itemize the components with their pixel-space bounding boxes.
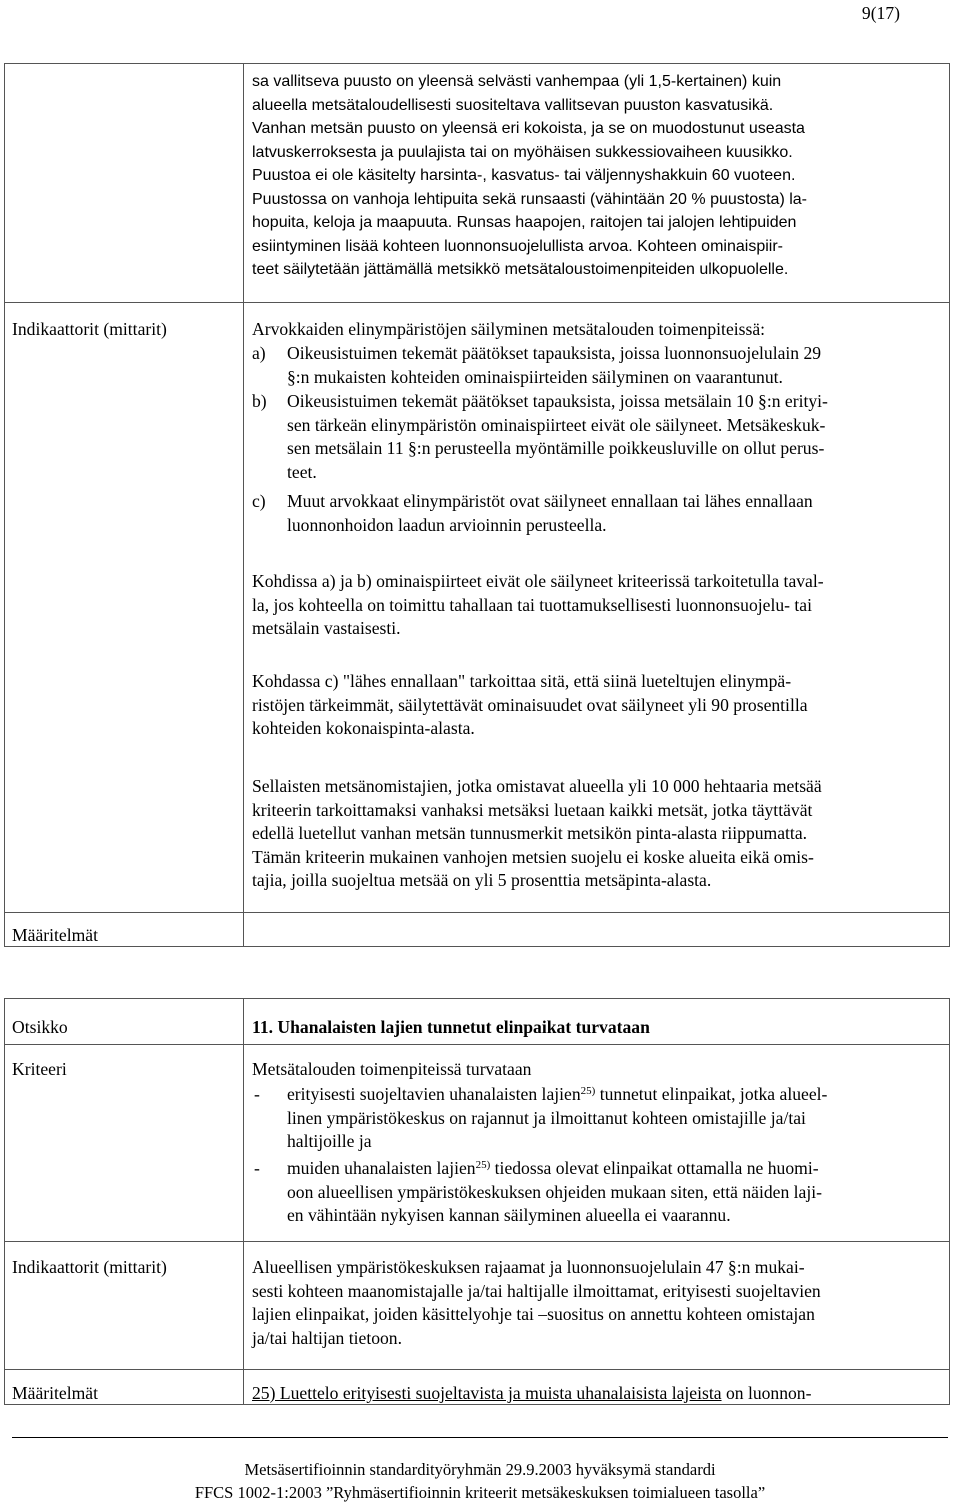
table2-row-divider-2 bbox=[4, 1241, 950, 1242]
table1-column-divider bbox=[243, 63, 244, 947]
indicators-label: Indikaattorit (mittarit) bbox=[12, 319, 167, 339]
table1-row-divider bbox=[4, 302, 950, 303]
indicator-item-c: c) Muut arvokkaat elinympäristöt ovat säilyneet ennallaan tai lähes ennallaan luonnonhoidon laadun arvioinnin perusteella. bbox=[252, 491, 813, 535]
paragraph-items-a-b: Kohdissa a) ja b) ominaispiirteet eivät ole säilyneet kriteerissä tarkoitetulla taval- la, jos kohteella on toimittu tahallaan tai tuottamuksellisesti luonnonsuojelu- tai metsälain vastaisesti. bbox=[252, 571, 824, 638]
paragraph-large-owners: Sellaisten metsänomistajien, jotka omistavat alueella yli 10 000 hehtaaria metsää kriteerin tarkoittamaksi vanhaksi metsäksi luetaan kaikki metsät, jotka täyttävät edellä luetellut vanhan metsän tunnusmerkit metsikön pinta-alasta riippumatta. Tämän kriteerin mukainen vanhojen metsien suojelu ei koske alueita eikä omis- tajia, joilla suojeltua metsää on yli 5 prosenttia metsäpinta-alasta. bbox=[252, 776, 822, 890]
indicator-item-a: a) Oikeusistuimen tekemät päätökset tapauksista, joissa luonnonsuojelulain 29 §:n mukaisten kohteiden ominaispiirteiden säilyminen on vaarantunut. bbox=[252, 343, 822, 387]
indicators-heading: Arvokkaiden elinympäristöjen säilyminen metsätalouden toimenpiteissä: bbox=[252, 319, 766, 339]
table1-right-border bbox=[949, 63, 950, 947]
definitions-label-2: Määritelmät bbox=[12, 1383, 98, 1403]
table1-defs-divider bbox=[4, 912, 950, 913]
definition-footnote-25: 25) Luettelo erityisesti suojeltavista ja muista uhanalaisista lajeista on luonnon- bbox=[252, 1383, 812, 1403]
criteria-label: Kriteeri bbox=[12, 1059, 67, 1079]
footer-line-1: Metsäsertifioinnin standardityöryhmän 29.9.2003 hyväksymä standardi bbox=[244, 1460, 716, 1479]
page-number: 9(17) bbox=[861, 3, 900, 23]
title-label: Otsikko bbox=[12, 1017, 68, 1037]
indicator-item-b: b) Oikeusistuimen tekemät päätökset tapauksista, joissa metsälain 10 §:n erityi- sen tärkeän elinympäristön ominaispiirteet eivät ole säilyneet. Metsäkeskuk- sen metsälain 11 §:n perusteella myöntämille poikkeusluville on ollut perus- teet. bbox=[252, 391, 828, 482]
definitions-label: Määritelmät bbox=[12, 925, 98, 945]
table2-top-border bbox=[4, 998, 950, 999]
criteria-intro: Metsätalouden toimenpiteissä turvataan bbox=[252, 1059, 532, 1079]
footer-line-2: FFCS 1002-1:2003 ”Ryhmäsertifioinnin kriteerit metsäkeskuksen toimialueen tasolla” bbox=[194, 1483, 766, 1502]
table2-right-border bbox=[949, 998, 950, 1405]
table2-left-border bbox=[4, 998, 5, 1405]
old-forest-description: sa vallitseva puusto on yleensä selvästi vanhempaa (yli 1,5-kertainen) kuin alueella metsätaloudellisesti suositeltava vallitsevan puuston kasvatusikä. Vanhan metsän puusto on yleensä eri kokoista, ja se on muodostunut useasta latvuskerroksesta ja puulajista tai on myöhäisen sukkessiovaiheen kuusikko. Puustoa ei ole käsitelty harsinta-, kasvatus- tai väljennyshakkuin 60 vuoteen. Puustossa on vanhoja lehtipuita sekä runsaasti (vähintään 20 % puustosta) la- hopuita, keloja ja maapuuta. Runsas haapojen, raitojen tai jalojen lehtipuiden esiintyminen lisää kohteen luonnonsuojelullista arvoa. Kohteen ominaispiir- teet säilytetään jättämällä metsikkö metsätaloustoimenpiteiden ulkopuolelle. bbox=[252, 73, 808, 278]
table1-top-border bbox=[4, 63, 950, 64]
table2-row-divider-3 bbox=[4, 1369, 950, 1370]
criterion-title: 11. Uhanalaisten lajien tunnetut elinpaikat turvataan bbox=[252, 1017, 650, 1037]
indicators-label-2: Indikaattorit (mittarit) bbox=[12, 1257, 167, 1277]
table1-bottom-border bbox=[4, 946, 950, 947]
table2-row-divider-1 bbox=[4, 1044, 950, 1045]
criteria-bullet-1: - erityisesti suojeltavien uhanalaisten lajien$^{25)}$ tunnetut elinpaikat, jotka alueel- linen ympäristökeskus on rajannut ja ilmoittanut kohteen omistajille ja/tai haltijoille ja bbox=[254, 1084, 828, 1151]
table1-left-border bbox=[4, 63, 5, 947]
table2-column-divider bbox=[243, 998, 244, 1405]
criteria-bullet-2: - muiden uhanalaisten lajien$^{25)}$ tiedossa olevat elinpaikat ottamalla ne huomi- oon alueellisen ympäristökeskuksen ohjeiden mukaan siten, että näiden laji- en vähintään nykyisen kannan säilyminen alueella ei vaarannu. bbox=[254, 1158, 822, 1225]
species-list-link[interactable]: 25) Luettelo erityisesti suojeltavista ja muista uhanalaisista lajeista bbox=[252, 1383, 722, 1403]
indicators-text-2: Alueellisen ympäristökeskuksen rajaamat ja luonnonsuojelulain 47 §:n mukai- sesti kohteen maanomistajalle ja/tai haltijalle ilmoittamat, erityisesti suojeltavien lajien elinpaikat, joiden käsittelyohje tai –suositus on annettu kohteen omistajan ja/tai haltijan tietoon. bbox=[252, 1257, 821, 1348]
paragraph-item-c: Kohdassa c) "lähes ennallaan" tarkoittaa sitä, että siinä lueteltujen elinympä- ristöjen tärkeimmät, säilytettävät ominaisuudet ovat säilyneet yli 90 prosentilla kohteiden kokonaispinta-alasta. bbox=[252, 671, 808, 738]
footer-rule bbox=[12, 1437, 948, 1438]
